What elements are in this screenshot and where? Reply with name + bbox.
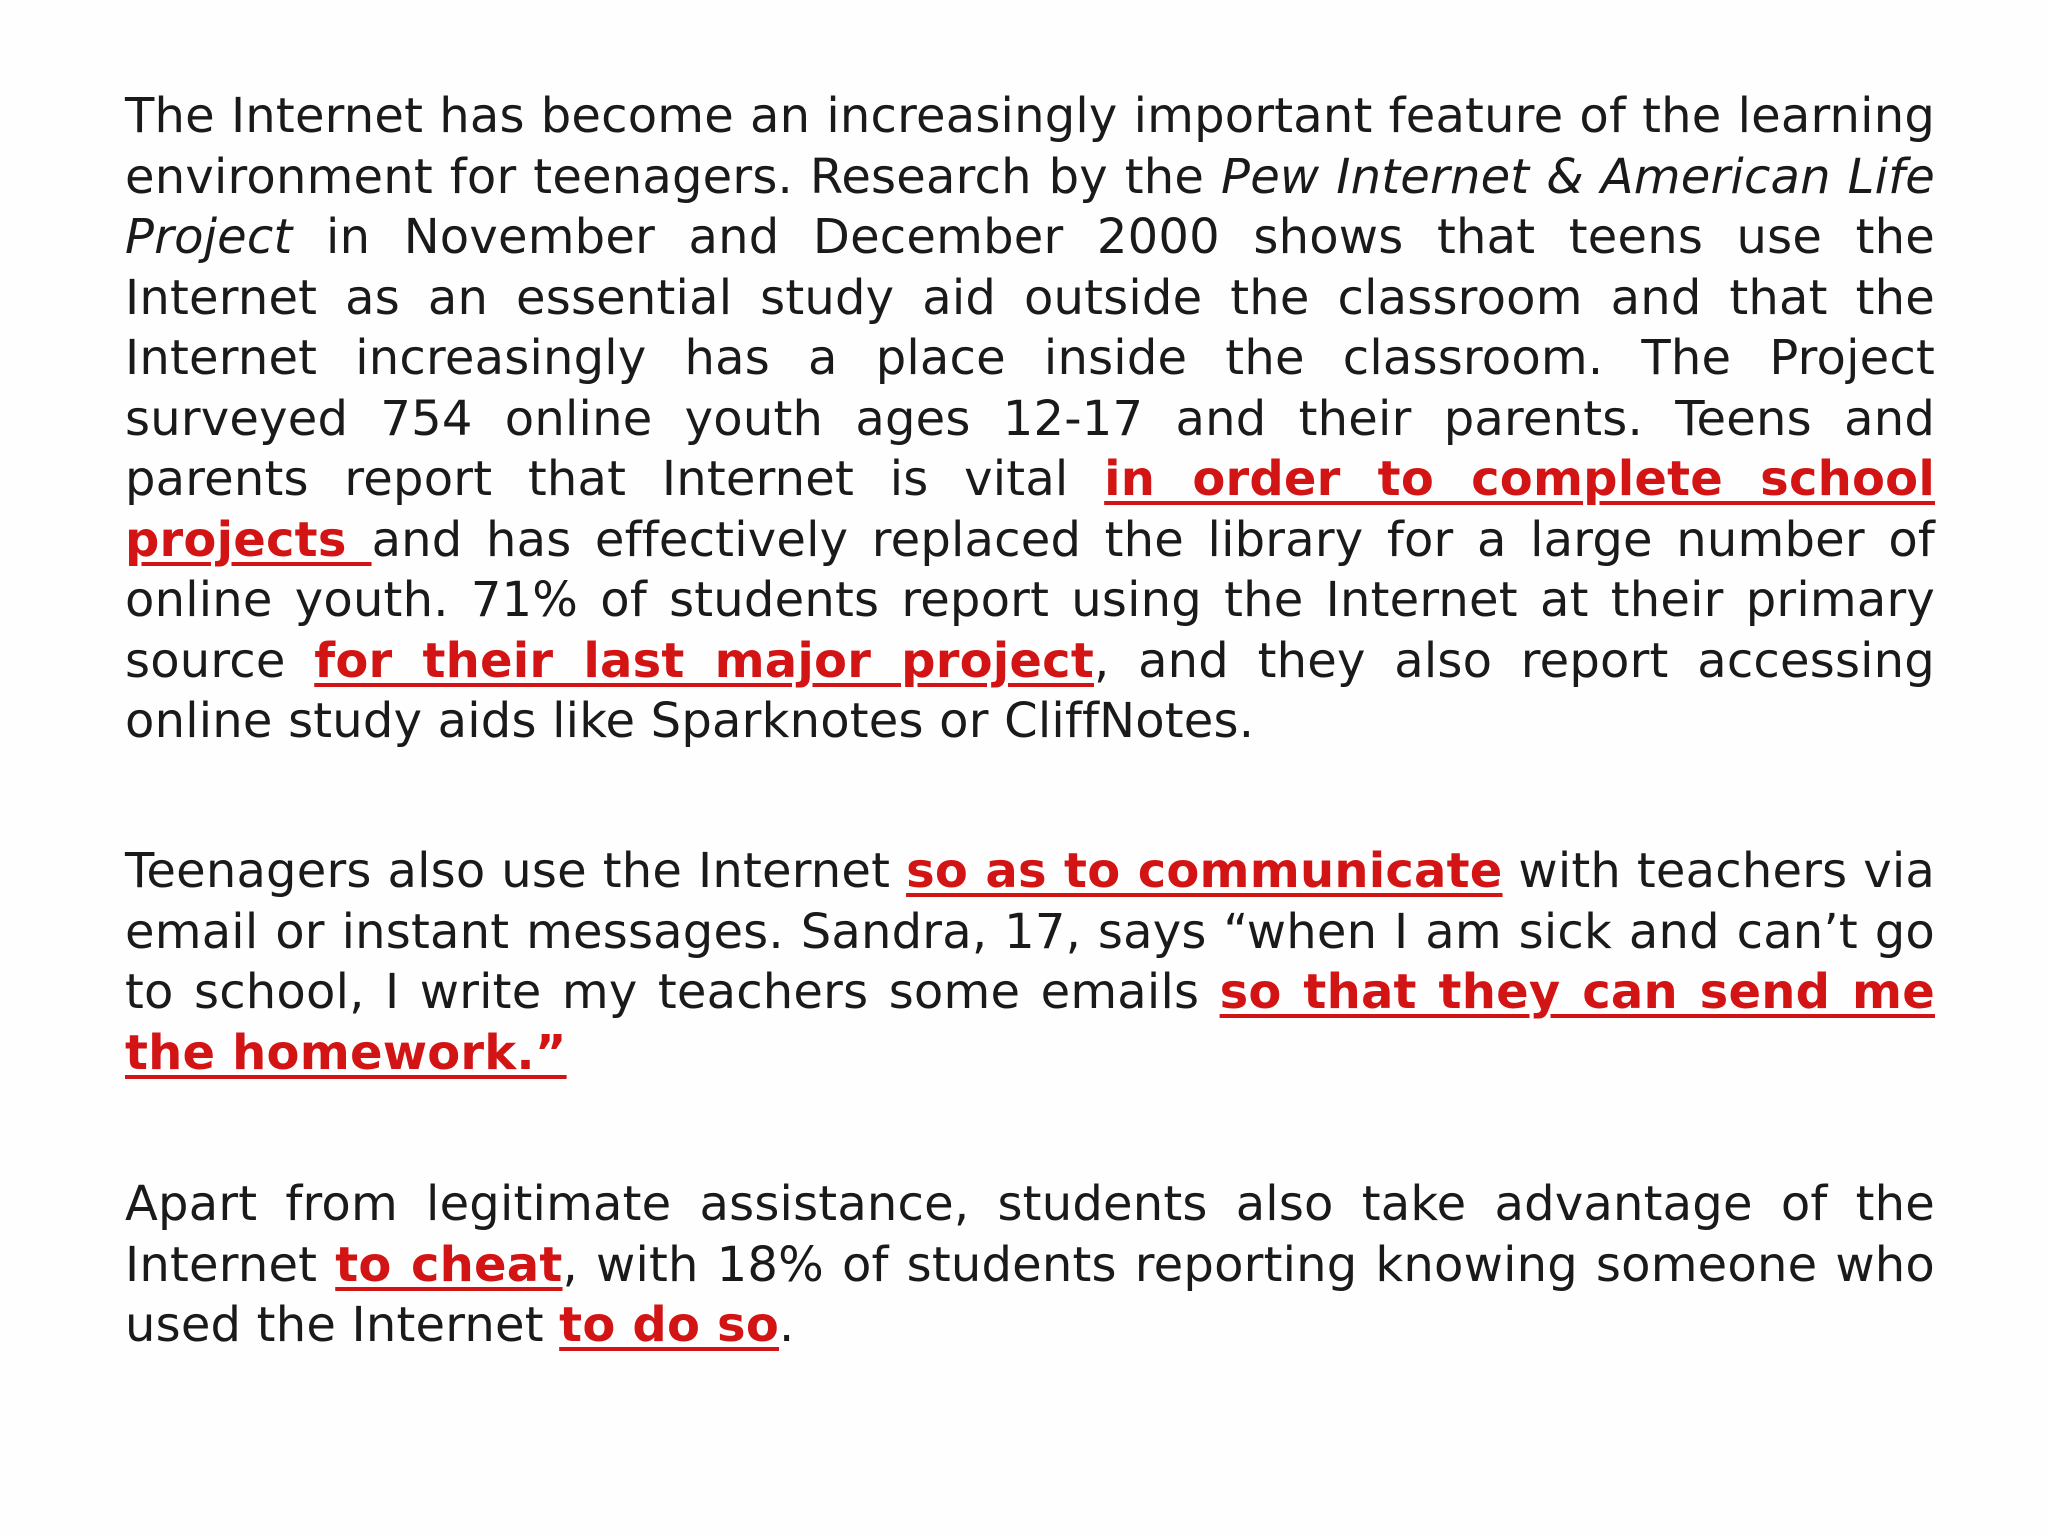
- text-span: .: [779, 1297, 795, 1353]
- text-span: Apart from legitimate assistance, students also take advantage of the Internet: [125, 1176, 1935, 1293]
- highlighted-phrase: so that they can send me the homework.”: [125, 964, 1935, 1081]
- text-span: Teenagers also use the Internet: [125, 843, 907, 899]
- paragraph-communication: [125, 841, 1935, 1083]
- paragraph-internet-learning: [125, 86, 1935, 752]
- text-span: and has effectively replaced the library for a large number of online youth. 71% of students report using the Internet at their primary source: [125, 511, 1935, 689]
- highlighted-phrase: so as to communicate: [906, 843, 1503, 899]
- text-span: , with 18% of students reporting knowing someone who used the Internet: [125, 1236, 1935, 1353]
- text-span: , and they also report accessing online study aids like Sparknotes or CliffNotes.: [125, 632, 1935, 749]
- italic-title: Pew Internet & American Life Project: [125, 148, 1935, 265]
- highlighted-phrase: to do so: [559, 1297, 779, 1353]
- highlighted-phrase: in order to complete school projects: [125, 451, 1935, 568]
- text-span: in November and December 2000 shows that teens use the Internet as an essential study aid outside the classroom and that the Internet increasingly has a place inside the classroom. The Project surveyed 754 online youth ages 12-17 and their parents. Teens and parents report that Internet is vital: [125, 209, 1935, 507]
- text-span: The Internet has become an increasingly important feature of the learning environment for teenagers. Research by the: [125, 88, 1935, 205]
- highlighted-phrase: to cheat: [335, 1236, 563, 1293]
- paragraph-cheating: [125, 1174, 1935, 1356]
- highlighted-phrase: for their last major project: [314, 632, 1094, 689]
- text-span: with teachers via email or instant messages. Sandra, 17, says “when I am sick and can’t go to school, I write my teachers some emails: [125, 843, 1936, 1020]
